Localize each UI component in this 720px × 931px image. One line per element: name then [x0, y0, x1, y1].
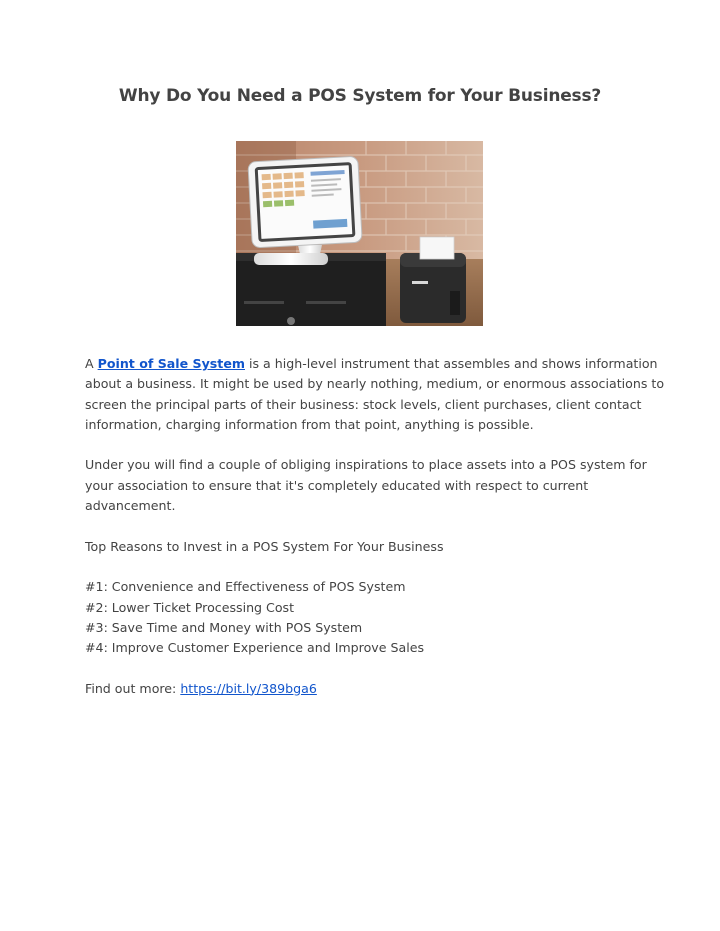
document-body — [85, 354, 665, 699]
reasons-list — [85, 577, 645, 658]
find-more-paragraph — [85, 679, 645, 699]
paragraph-spacer — [85, 557, 645, 577]
pos-system-photo — [236, 141, 483, 326]
intro-line-2: about a business. It might be used by nearly nothing, medium, or enormous associations to — [85, 376, 665, 392]
reason-item-2: #2: Lower Ticket Processing Cost — [85, 599, 295, 615]
intro-line-3: screen the principal parts of their business: stock levels, client purchases, client contact — [85, 396, 642, 412]
second-line-2: your association to ensure that it's completely educated with respect to current — [85, 477, 589, 493]
reason-item-4: #4: Improve Customer Experience and Improve Sales — [85, 640, 425, 656]
second-line-3: advancement. — [85, 498, 176, 514]
intro-line-4: information, charging information from that point, anything is possible. — [85, 416, 534, 432]
intro-paragraph — [85, 354, 665, 435]
intro-prefix: A — [85, 356, 98, 371]
find-more-link[interactable]: https://bit.ly/389bga6 — [180, 680, 317, 696]
find-more-label: Find out more: — [85, 680, 181, 696]
pos-illustration — [236, 141, 483, 326]
reason-item-3: #3: Save Time and Money with POS System — [85, 619, 363, 635]
intro-line-1-text: is a high-level instrument that assembles and shows information — [244, 356, 658, 371]
second-line-1: Under you will find a couple of obliging inspirations to place assets into a POS system for — [85, 457, 647, 473]
document-title: Why Do You Need a POS System for Your Business? — [118, 86, 602, 106]
reasons-heading: Top Reasons to Invest in a POS System For Your Business — [85, 538, 444, 554]
paragraph-spacer — [85, 435, 645, 455]
paragraph-spacer — [85, 658, 645, 678]
intro-line-1 — [85, 356, 658, 371]
reason-item-1: #1: Convenience and Effectiveness of POS System — [85, 579, 406, 595]
paragraph-spacer — [85, 516, 645, 536]
point-of-sale-link[interactable]: Point of Sale System — [97, 356, 245, 371]
second-paragraph — [85, 455, 645, 516]
